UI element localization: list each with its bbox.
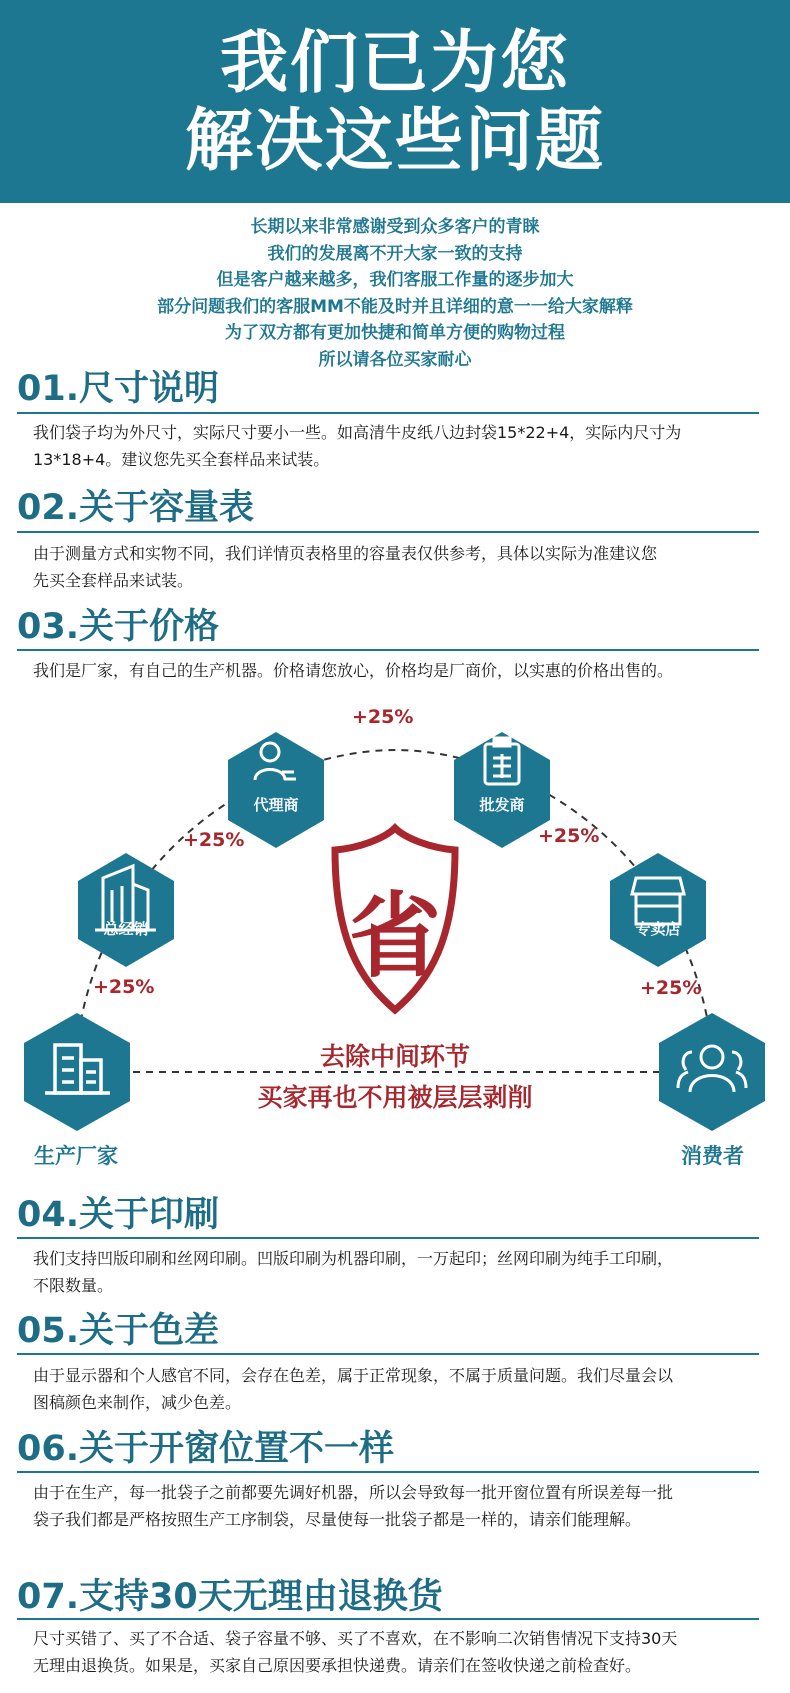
section-line: 由于测量方式和实物不同，我们详情页表格里的容量表仅供参考，具体以实际为准建议您: [33, 544, 658, 563]
node-label-agent: 代理商: [253, 796, 299, 814]
section-line: 无理由退换货。如果是，买家自己原因要承担快递费。请亲们在签收快递之前检查好。: [33, 1656, 642, 1675]
section-line: 不限数量。: [33, 1276, 114, 1295]
top-banner: [0, 0, 790, 203]
section-line: 先买全套样品来试装。: [33, 571, 194, 590]
hex-store: [610, 853, 706, 967]
section-body: [33, 419, 778, 473]
markup-label: +25%: [93, 976, 155, 998]
section-divider: [17, 1353, 759, 1355]
slogan-line1: 去除中间环节: [319, 1042, 470, 1071]
markup-label: +25%: [183, 829, 245, 851]
section-body: [33, 1245, 778, 1299]
section-title: 03.关于价格: [17, 607, 220, 647]
intro-line: 我们的发展离不开大家一致的支持: [267, 243, 523, 264]
banner-title-line2: 解决这些问题: [184, 102, 605, 181]
section-line: 由于显示器和个人感官不同，会存在色差，属于正常现象，不属于质量问题。我们尽量会以: [33, 1366, 674, 1385]
section-line: 图稿颜色来制作，减少色差。: [33, 1393, 242, 1412]
section-line: 尺寸买错了、买了不合适、袋子容量不够、买了不喜欢，在不影响二次销售情况下支持30天: [33, 1629, 678, 1648]
node-label-consumer: 消费者: [681, 1144, 744, 1168]
section-line: 由于在生产，每一批袋子之前都要先调好机器，所以会导致每一批开窗位置有所误差每一批: [33, 1483, 674, 1502]
section-title: 06.关于开窗位置不一样: [17, 1429, 395, 1469]
section-title: 01.尺寸说明: [17, 369, 220, 409]
slogan-line2: 买家再也不用被层层剥削: [257, 1083, 533, 1112]
section-divider: [17, 649, 759, 651]
section-body: [33, 540, 778, 594]
node-label-factory: 生产厂家: [34, 1144, 118, 1168]
node-label-store: 专卖店: [635, 920, 681, 938]
section-body: [33, 1362, 778, 1416]
section-body: [33, 1479, 778, 1533]
hex-wholesaler: [454, 732, 550, 848]
node-label-distributor: 总经销: [103, 920, 149, 938]
section-line: 我们袋子均为外尺寸，实际尺寸要小一些。如高清牛皮纸八边封袋15*22+4，实际内尺寸为: [33, 423, 682, 442]
intro-line: 所以请各位买家耐心: [318, 349, 472, 370]
markup-label: +25%: [538, 825, 600, 847]
section-title: 02.关于容量表: [17, 488, 255, 528]
intro-text: [0, 214, 790, 373]
section-divider: [17, 531, 759, 533]
section-line: 13*18+4。建议您先买全套样品来试装。: [33, 450, 330, 469]
intro-line: 长期以来非常感谢受到众多客户的青睐: [250, 217, 540, 237]
intro-line: 部分问题我们的客服MM不能及时并且详细的意一一给大家解释: [157, 296, 633, 317]
section-divider: [17, 412, 759, 414]
intro-line: 为了双方都有更加快捷和简单方便的购物过程: [225, 323, 565, 343]
section-title: 07.支持30天无理由退换货: [17, 1577, 443, 1617]
shield-glyph: 省: [348, 883, 442, 990]
node-label-wholesaler: 批发商: [479, 796, 525, 814]
intro-line: 但是客户越来越多，我们客服工作量的逐步加大: [216, 270, 574, 290]
section-body: [33, 657, 778, 684]
section-title: 05.关于色差: [17, 1311, 220, 1351]
section-divider: [17, 1237, 759, 1239]
section-divider: [17, 1471, 759, 1473]
banner-title-line1: 我们已为您: [219, 24, 570, 103]
section-body: [33, 1625, 778, 1679]
section-line: 我们是厂家，有自己的生产机器。价格请您放心，价格均是厂商价，以实惠的价格出售的。: [33, 661, 674, 680]
section-line: 袋子我们都是严格按照生产工序制袋，尽量使每一批袋子都是一样的，请亲们能理解。: [33, 1510, 642, 1529]
section-divider: [17, 1618, 759, 1620]
markup-label: +25%: [352, 706, 414, 728]
price-chain-diagram: [0, 700, 790, 1180]
markup-label: +25%: [640, 977, 702, 999]
section-title: 04.关于印刷: [17, 1195, 220, 1235]
section-line: 我们支持凹版印刷和丝网印刷。凹版印刷为机器印刷，一万起印；丝网印刷为纯手工印刷，: [33, 1249, 674, 1268]
